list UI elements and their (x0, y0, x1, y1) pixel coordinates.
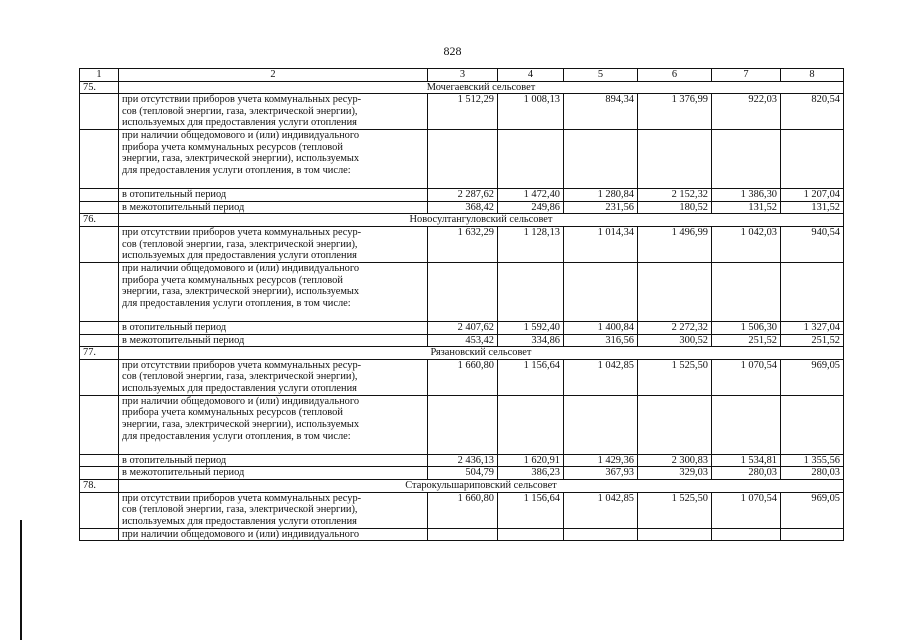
table-body (80, 69, 844, 541)
value-cell (564, 262, 638, 321)
value-cell (564, 130, 638, 189)
margin-line (20, 520, 22, 640)
description-line: в межотопительный период (122, 334, 245, 346)
table-row (80, 528, 844, 541)
description-line: в отопительный период (122, 454, 227, 466)
value-cell: 1 128,13 (498, 226, 564, 262)
description-line: для предоставления услуги отопления, в том числе: (122, 164, 351, 176)
section-number: 76. (80, 214, 119, 227)
value-cell: 969,05 (781, 492, 844, 528)
description-line: при наличии общедомового и (или) индивидуального (122, 130, 360, 142)
description-line: используемых для предоставления услуги отопления (122, 250, 357, 262)
description-line: при отсутствии приборов учета коммунальных ресур- (122, 359, 362, 371)
value-cell: 1 429,36 (564, 454, 638, 467)
table-row (80, 201, 844, 214)
value-cell: 1 042,85 (564, 492, 638, 528)
value-cell: 1 472,40 (498, 189, 564, 202)
value-cell: 300,52 (638, 334, 712, 347)
table-row (80, 395, 844, 454)
table-row (80, 492, 844, 528)
column-header: 8 (781, 69, 844, 82)
value-cell (564, 395, 638, 454)
value-cell: 316,56 (564, 334, 638, 347)
section-name: Старокульшариповский сельсовет (119, 479, 844, 492)
value-cell: 1 014,34 (564, 226, 638, 262)
value-cell: 1 042,03 (712, 226, 781, 262)
value-cell: 329,03 (638, 467, 712, 480)
value-cell: 280,03 (712, 467, 781, 480)
description-line: используемых для предоставления услуги отопления (122, 382, 357, 394)
description-line: при отсутствии приборов учета коммунальных ресур- (122, 226, 362, 238)
header-row (80, 69, 844, 82)
row-description (119, 395, 428, 454)
description-line: прибора учета коммунальных ресурсов (тепловой (122, 274, 343, 286)
value-cell: 368,42 (428, 201, 498, 214)
description-line: для предоставления услуги отопления, в том числе: (122, 430, 351, 442)
column-header: 7 (712, 69, 781, 82)
value-cell: 1 506,30 (712, 321, 781, 334)
value-cell (638, 130, 712, 189)
row-description (119, 130, 428, 189)
row-description (119, 262, 428, 321)
section-row (80, 347, 844, 360)
description-line: при наличии общедомового и (или) индивидуального (122, 262, 360, 274)
row-number-cell (80, 528, 119, 541)
tariff-table (79, 68, 844, 541)
value-cell (498, 130, 564, 189)
description-line: используемых для предоставления услуги отопления (122, 515, 357, 527)
value-cell: 820,54 (781, 94, 844, 130)
value-cell: 1 070,54 (712, 492, 781, 528)
value-cell (498, 528, 564, 541)
value-cell: 922,03 (712, 94, 781, 130)
value-cell: 940,54 (781, 226, 844, 262)
value-cell: 2 272,32 (638, 321, 712, 334)
row-number-cell (80, 454, 119, 467)
value-cell (428, 395, 498, 454)
value-cell (781, 528, 844, 541)
row-number-cell (80, 467, 119, 480)
value-cell (781, 262, 844, 321)
row-number-cell (80, 395, 119, 454)
row-number-cell (80, 226, 119, 262)
row-description (119, 94, 428, 130)
value-cell: 1 660,80 (428, 492, 498, 528)
value-cell (638, 262, 712, 321)
row-description (119, 189, 428, 202)
row-description (119, 321, 428, 334)
value-cell: 1 156,64 (498, 492, 564, 528)
description-line: в отопительный период (122, 189, 227, 201)
description-line: сов (тепловой энергии, газа, электрической энергии), (122, 371, 358, 383)
table-row (80, 467, 844, 480)
value-cell: 453,42 (428, 334, 498, 347)
value-cell: 1 280,84 (564, 189, 638, 202)
value-cell (781, 395, 844, 454)
column-header: 3 (428, 69, 498, 82)
row-description (119, 359, 428, 395)
row-description (119, 226, 428, 262)
value-cell: 249,86 (498, 201, 564, 214)
description-line: сов (тепловой энергии, газа, электрической энергии), (122, 105, 358, 117)
row-description (119, 467, 428, 480)
column-header: 4 (498, 69, 564, 82)
column-header: 5 (564, 69, 638, 82)
value-cell (498, 395, 564, 454)
row-number-cell (80, 492, 119, 528)
value-cell: 1 660,80 (428, 359, 498, 395)
value-cell (781, 130, 844, 189)
description-line: при наличии общедомового и (или) индивидуального (122, 528, 360, 540)
section-row (80, 81, 844, 94)
value-cell: 969,05 (781, 359, 844, 395)
value-cell (498, 262, 564, 321)
row-description (119, 492, 428, 528)
value-cell: 1 496,99 (638, 226, 712, 262)
row-description (119, 334, 428, 347)
value-cell: 1 386,30 (712, 189, 781, 202)
value-cell: 131,52 (781, 201, 844, 214)
value-cell (428, 528, 498, 541)
table-row (80, 94, 844, 130)
row-number-cell (80, 334, 119, 347)
description-line: при отсутствии приборов учета коммунальных ресур- (122, 492, 362, 504)
section-name: Рязановский сельсовет (119, 347, 844, 360)
row-description (119, 454, 428, 467)
table-row (80, 262, 844, 321)
column-header: 6 (638, 69, 712, 82)
value-cell: 367,93 (564, 467, 638, 480)
section-number: 75. (80, 81, 119, 94)
value-cell: 1 042,85 (564, 359, 638, 395)
value-cell: 251,52 (712, 334, 781, 347)
value-cell (638, 395, 712, 454)
value-cell: 1 070,54 (712, 359, 781, 395)
section-name: Мочегаевский сельсовет (119, 81, 844, 94)
description-line: используемых для предоставления услуги отопления (122, 117, 357, 129)
section-name: Новосултангуловский сельсовет (119, 214, 844, 227)
table-row (80, 321, 844, 334)
value-cell: 1 512,29 (428, 94, 498, 130)
value-cell: 504,79 (428, 467, 498, 480)
value-cell: 180,52 (638, 201, 712, 214)
value-cell: 2 287,62 (428, 189, 498, 202)
row-number-cell (80, 189, 119, 202)
description-line: энергии, газа, электрической энергии), используемых (122, 418, 360, 430)
value-cell: 1 008,13 (498, 94, 564, 130)
value-cell: 1 376,99 (638, 94, 712, 130)
description-line: при наличии общедомового и (или) индивидуального (122, 395, 360, 407)
value-cell: 1 632,29 (428, 226, 498, 262)
column-header: 2 (119, 69, 428, 82)
table-row (80, 189, 844, 202)
section-row (80, 479, 844, 492)
row-description (119, 201, 428, 214)
section-row (80, 214, 844, 227)
value-cell (564, 528, 638, 541)
value-cell: 2 152,32 (638, 189, 712, 202)
value-cell (638, 528, 712, 541)
description-line: для предоставления услуги отопления, в том числе: (122, 297, 351, 309)
value-cell: 231,56 (564, 201, 638, 214)
value-cell: 1 620,91 (498, 454, 564, 467)
value-cell: 1 327,04 (781, 321, 844, 334)
value-cell (428, 130, 498, 189)
value-cell: 1 592,40 (498, 321, 564, 334)
description-line: в межотопительный период (122, 201, 245, 213)
value-cell: 1 525,50 (638, 359, 712, 395)
description-line: сов (тепловой энергии, газа, электрической энергии), (122, 504, 358, 516)
value-cell: 334,86 (498, 334, 564, 347)
row-description (119, 528, 428, 541)
description-line: прибора учета коммунальных ресурсов (тепловой (122, 407, 343, 419)
column-header: 1 (80, 69, 119, 82)
description-line: сов (тепловой энергии, газа, электрической энергии), (122, 238, 358, 250)
row-number-cell (80, 130, 119, 189)
section-number: 78. (80, 479, 119, 492)
table-row (80, 334, 844, 347)
value-cell: 1 207,04 (781, 189, 844, 202)
table-row (80, 454, 844, 467)
row-number-cell (80, 201, 119, 214)
value-cell: 251,52 (781, 334, 844, 347)
description-line: энергии, газа, электрической энергии), используемых (122, 286, 360, 298)
page-number: 828 (443, 44, 462, 58)
value-cell: 1 400,84 (564, 321, 638, 334)
value-cell (428, 262, 498, 321)
table-row (80, 130, 844, 189)
value-cell (712, 528, 781, 541)
description-line: энергии, газа, электрической энергии), используемых (122, 153, 360, 165)
row-number-cell (80, 321, 119, 334)
value-cell (712, 130, 781, 189)
row-number-cell (80, 94, 119, 130)
row-number-cell (80, 359, 119, 395)
value-cell: 1 156,64 (498, 359, 564, 395)
value-cell: 1 534,81 (712, 454, 781, 467)
value-cell: 894,34 (564, 94, 638, 130)
value-cell: 1 355,56 (781, 454, 844, 467)
value-cell: 2 436,13 (428, 454, 498, 467)
description-line: прибора учета коммунальных ресурсов (тепловой (122, 141, 343, 153)
table-row (80, 359, 844, 395)
value-cell: 386,23 (498, 467, 564, 480)
section-number: 77. (80, 347, 119, 360)
value-cell: 1 525,50 (638, 492, 712, 528)
description-line: в межотопительный период (122, 467, 245, 479)
value-cell (712, 395, 781, 454)
value-cell: 131,52 (712, 201, 781, 214)
row-number-cell (80, 262, 119, 321)
value-cell: 280,03 (781, 467, 844, 480)
description-line: в отопительный период (122, 321, 227, 333)
value-cell: 2 300,83 (638, 454, 712, 467)
table-row (80, 226, 844, 262)
description-line: при отсутствии приборов учета коммунальных ресур- (122, 94, 362, 106)
value-cell (712, 262, 781, 321)
value-cell: 2 407,62 (428, 321, 498, 334)
